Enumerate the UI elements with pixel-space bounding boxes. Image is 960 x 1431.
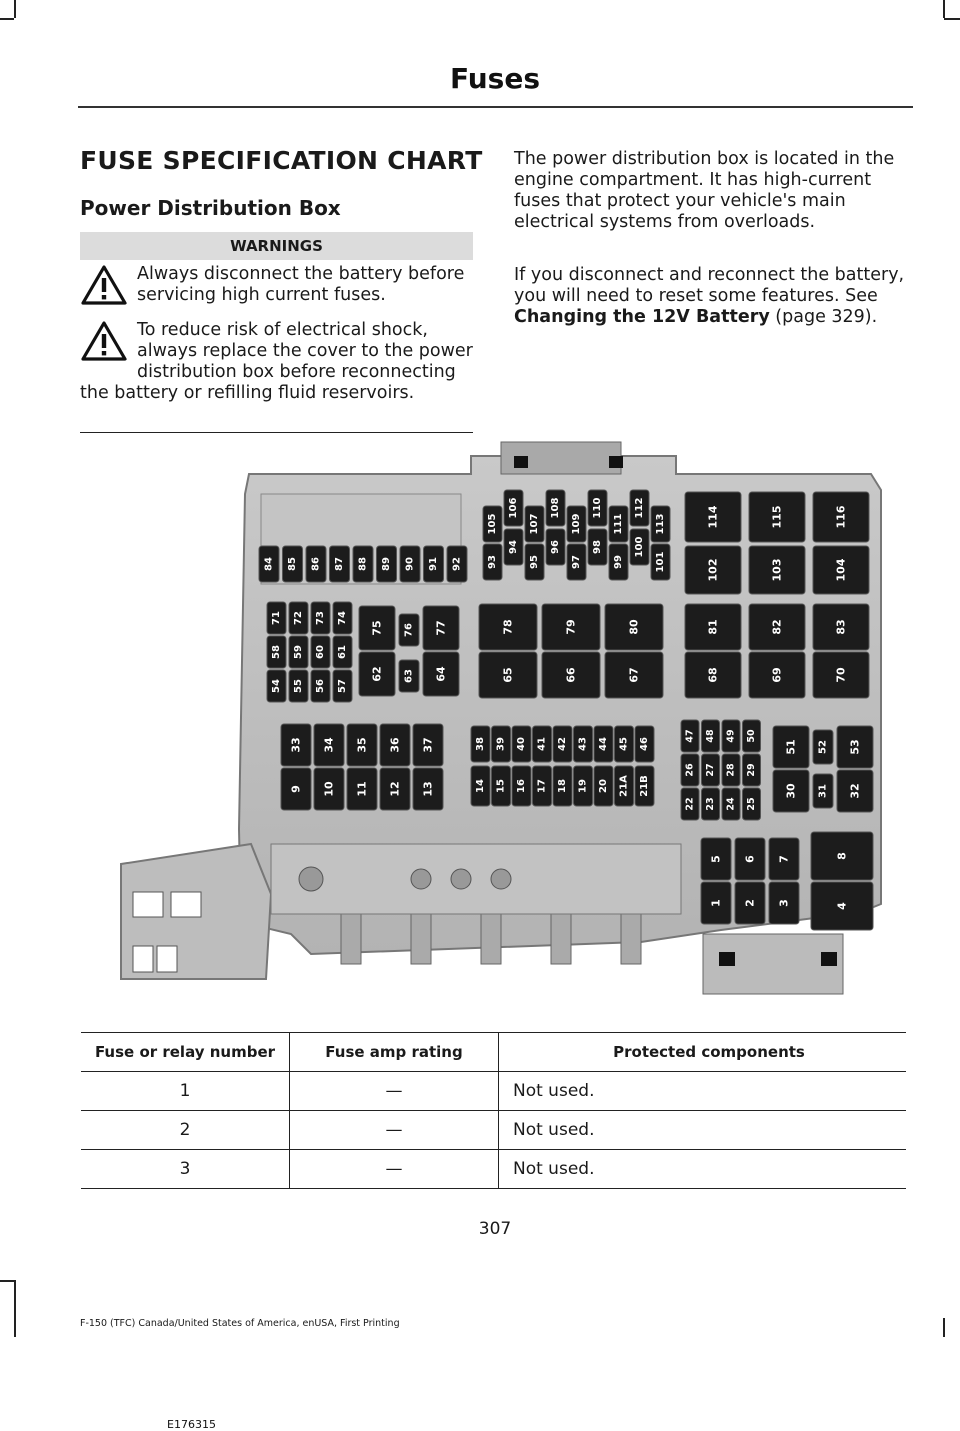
fuse-cell — [399, 614, 419, 646]
fuse-label: 56 — [315, 679, 326, 693]
warning-text: Always disconnect the battery before servicing high current fuses. — [137, 264, 465, 305]
fuse-label: 82 — [770, 619, 784, 635]
fuse-cell — [281, 724, 311, 766]
fuse-label: 68 — [706, 667, 720, 683]
fuse-label: 2 — [743, 899, 757, 907]
fuse-cell — [259, 546, 279, 582]
fuse-cell — [533, 766, 552, 806]
fuse-number-cell: 2 — [81, 1111, 290, 1150]
protected-components-cell: Not used. — [499, 1150, 907, 1189]
fuse-cell — [567, 544, 586, 580]
fuse-label: 84 — [263, 557, 275, 571]
fuse-cell — [311, 602, 330, 634]
fuse-label: 89 — [381, 557, 392, 571]
fuse-label: 76 — [403, 623, 415, 637]
bus-bar-area — [271, 844, 681, 914]
fuse-cell — [380, 768, 410, 810]
fuse-label: 105 — [487, 513, 498, 535]
fuse-label: 79 — [564, 619, 578, 635]
fuse-label: 27 — [705, 763, 716, 777]
fuse-cell — [685, 492, 741, 542]
fuse-cell — [681, 788, 699, 820]
crop-mark — [14, 1280, 16, 1337]
fuse-cell — [722, 754, 740, 786]
crop-mark — [0, 18, 14, 20]
fuse-label: 18 — [557, 779, 568, 793]
fuse-label: 32 — [848, 783, 862, 799]
fuse-label: 45 — [618, 737, 630, 751]
fuse-label: 46 — [639, 737, 650, 751]
fuse-cell — [347, 724, 377, 766]
fuse-label: 72 — [293, 611, 304, 625]
fuse-cell — [347, 768, 377, 810]
fuse-cell — [314, 768, 344, 810]
fuse-label: 97 — [571, 555, 582, 569]
para-text: If you disconnect and reconnect the battery, you will need to reset some features. See — [514, 265, 905, 306]
fuse-cell — [635, 726, 654, 762]
fuse-label: 108 — [550, 497, 561, 519]
fuse-label: 65 — [501, 667, 515, 683]
fuse-label: 34 — [322, 737, 336, 753]
fuse-label: 67 — [627, 667, 641, 683]
fuse-cell — [749, 546, 805, 594]
fuse-label: 39 — [495, 737, 507, 751]
fuse-label: 52 — [817, 740, 829, 754]
footer-text: F-150 (TFC) Canada/United States of America, enUSA, First Printing — [80, 1318, 400, 1329]
crop-mark — [943, 0, 945, 18]
fuse-label: 16 — [516, 779, 527, 793]
fuse-label: 13 — [421, 781, 435, 797]
fuse-cell — [685, 652, 741, 698]
fuse-label: 49 — [725, 729, 737, 743]
fuse-cell — [722, 720, 740, 752]
fuse-label: 30 — [784, 783, 798, 799]
fuse-label: 31 — [817, 784, 829, 798]
fuse-label: 115 — [770, 505, 784, 529]
fuse-label: 106 — [508, 497, 519, 519]
fuse-label: 36 — [388, 737, 402, 753]
fuse-label: 21B — [639, 775, 650, 797]
fuse-label: 83 — [834, 619, 848, 635]
fuse-cell — [588, 529, 607, 565]
fuse-label: 24 — [725, 797, 737, 811]
fuse-cell — [813, 604, 869, 650]
fuse-label: 74 — [337, 611, 348, 625]
fuse-cell — [813, 652, 869, 698]
crop-mark — [943, 1318, 945, 1337]
column-header: Protected components — [499, 1033, 907, 1072]
fuse-cell — [399, 660, 419, 692]
fuse-label: 47 — [684, 729, 696, 743]
fuse-label: 63 — [403, 669, 415, 683]
warning-block — [80, 320, 478, 404]
fuse-label: 54 — [271, 679, 282, 693]
fuse-label: 33 — [289, 737, 303, 753]
fuse-cell — [743, 788, 761, 820]
fuse-label: 77 — [434, 620, 448, 636]
cross-reference-link[interactable]: Changing the 12V Battery — [514, 307, 770, 327]
fuse-cell — [681, 720, 699, 752]
fuse-label: 61 — [337, 645, 348, 659]
fuse-cell — [483, 544, 502, 580]
fuse-label: 26 — [684, 763, 696, 777]
fuse-cell — [702, 720, 720, 752]
fuse-cell — [281, 768, 311, 810]
fuse-cell — [413, 768, 443, 810]
fuse-label: 21A — [618, 775, 630, 797]
fuse-label: 94 — [508, 540, 519, 554]
table-row — [81, 1072, 906, 1111]
fuse-cell — [749, 652, 805, 698]
fuse-label: 8 — [835, 852, 849, 860]
fuse-label: 14 — [475, 779, 486, 793]
fuse-cell — [553, 766, 572, 806]
fuse-cell — [546, 529, 565, 565]
fuse-cell — [811, 832, 873, 880]
fuse-cell — [574, 766, 593, 806]
fuse-cell — [609, 506, 628, 542]
section-subheading: Power Distribution Box — [80, 196, 341, 220]
fuse-label: 66 — [564, 667, 578, 683]
fuse-cell — [542, 604, 600, 650]
fuse-label: 85 — [287, 557, 298, 571]
fuse-cell — [330, 546, 350, 582]
crop-mark — [0, 1280, 14, 1282]
warning-triangle-icon — [80, 320, 128, 362]
fuse-cell — [542, 652, 600, 698]
fuse-label: 37 — [421, 737, 435, 753]
fuse-cell — [504, 490, 523, 526]
fuse-label: 9 — [289, 785, 303, 793]
fuse-label: 113 — [655, 513, 666, 535]
fuse-cell — [483, 506, 502, 542]
fuse-label: 101 — [655, 551, 666, 573]
fuse-label: 17 — [536, 779, 548, 793]
fuse-cell — [630, 529, 649, 565]
crop-mark — [14, 0, 16, 18]
fuse-label: 12 — [388, 781, 402, 797]
fuse-cell — [567, 506, 586, 542]
amp-rating-cell: — — [290, 1072, 499, 1111]
fuse-cell — [359, 606, 395, 650]
fuse-cell — [267, 670, 286, 702]
fuse-cell — [311, 636, 330, 668]
fuse-cell — [685, 546, 741, 594]
fuse-cell — [423, 606, 459, 650]
fuse-label: 58 — [271, 645, 282, 659]
fuse-label: 25 — [746, 797, 757, 811]
fuse-cell — [377, 546, 397, 582]
fuse-label: 86 — [310, 557, 322, 571]
fuse-cell — [743, 754, 761, 786]
warning-text: To reduce risk of electrical shock, always replace the cover to the power distribution box before reconnecting the battery or refilling fluid reservoirs. — [80, 320, 473, 403]
crop-mark — [944, 18, 960, 20]
fuse-label: 98 — [592, 540, 603, 554]
body-paragraph: The power distribution box is located in the engine compartment. It has high-current fuses that protect your vehicle's main electrical systems from overloads. — [514, 149, 895, 232]
fuse-cell — [333, 636, 352, 668]
fuse-cell — [333, 602, 352, 634]
fuse-label: 6 — [743, 855, 757, 863]
warnings-label: WARNINGS — [80, 232, 473, 260]
fuse-label: 69 — [770, 667, 784, 683]
fuse-cell — [743, 720, 761, 752]
fuse-cell — [380, 724, 410, 766]
fuse-label: 5 — [709, 855, 723, 863]
fuse-label: 11 — [355, 781, 369, 797]
fuse-label: 57 — [337, 679, 348, 693]
fuse-label: 60 — [315, 645, 326, 659]
fuse-cell — [400, 546, 420, 582]
fuse-label: 15 — [495, 779, 507, 793]
fuse-cell — [504, 529, 523, 565]
fuse-cell — [289, 670, 308, 702]
amp-rating-cell: — — [290, 1111, 499, 1150]
fuse-cell — [749, 492, 805, 542]
fuse-cell — [735, 838, 765, 880]
para-text: (page 329). — [769, 307, 878, 327]
fuse-label: 53 — [848, 739, 862, 755]
fuse-label: 87 — [334, 557, 345, 571]
fuse-cell — [594, 766, 613, 806]
body-paragraph — [514, 265, 914, 328]
fuse-label: 64 — [434, 666, 448, 682]
fuse-label: 75 — [370, 620, 384, 636]
fuse-cell — [651, 544, 670, 580]
fuse-label: 42 — [557, 737, 568, 751]
fuse-cell — [837, 770, 873, 812]
fuse-cell — [813, 492, 869, 542]
fuse-label: 20 — [598, 779, 609, 793]
fuse-cell — [424, 546, 444, 582]
fuse-label: 111 — [613, 513, 624, 535]
fuse-cell — [525, 506, 544, 542]
fuse-label: 73 — [315, 611, 326, 625]
fuse-label: 51 — [784, 739, 798, 755]
fuse-cell — [837, 726, 873, 768]
fuse-cell — [685, 604, 741, 650]
fuse-cell — [413, 724, 443, 766]
fuse-label: 55 — [293, 679, 304, 693]
fuse-cell — [722, 788, 740, 820]
protected-components-cell: Not used. — [499, 1111, 907, 1150]
fuse-label: 95 — [529, 555, 540, 569]
fuse-number-cell: 3 — [81, 1150, 290, 1189]
fuse-label: 1 — [709, 899, 723, 907]
fuse-label: 116 — [834, 505, 848, 529]
table-row — [81, 1111, 906, 1150]
fuse-label: 93 — [487, 555, 498, 569]
fuse-number-cell: 1 — [81, 1072, 290, 1111]
fuse-label: 107 — [529, 513, 540, 535]
fuse-label: 90 — [404, 557, 416, 571]
fuse-label: 70 — [834, 667, 848, 683]
protected-components-cell: Not used. — [499, 1072, 907, 1111]
fuse-cell — [267, 602, 286, 634]
fuse-cell — [512, 726, 531, 762]
fuse-label: 103 — [770, 558, 784, 582]
fuse-label: 109 — [571, 513, 582, 535]
fuse-cell — [681, 754, 699, 786]
fuse-label: 104 — [834, 558, 848, 582]
fuse-cell — [353, 546, 373, 582]
fuse-label: 59 — [293, 645, 304, 659]
fuse-cell — [702, 754, 720, 786]
fuse-label: 35 — [355, 737, 369, 753]
fuse-cell — [533, 726, 552, 762]
fuse-cell — [813, 774, 833, 808]
fuse-cell — [701, 882, 731, 924]
fuse-label: 7 — [777, 855, 791, 863]
page-header-title: Fuses — [450, 62, 540, 95]
page-number: 307 — [478, 1219, 512, 1239]
fuse-cell — [479, 652, 537, 698]
fuse-cell — [267, 636, 286, 668]
fuse-label: 43 — [577, 737, 589, 751]
fuse-label: 100 — [634, 536, 645, 558]
warnings-divider — [80, 432, 473, 433]
fuse-cell — [359, 652, 395, 696]
warning-triangle-icon — [80, 264, 128, 306]
fuse-label: 38 — [475, 737, 486, 751]
fuse-cell — [605, 652, 663, 698]
fuse-cell — [769, 838, 799, 880]
amp-rating-cell: — — [290, 1150, 499, 1189]
fuse-cell — [773, 726, 809, 768]
fuse-label: 81 — [706, 619, 720, 635]
fuse-cell — [813, 546, 869, 594]
fuse-label: 62 — [370, 666, 384, 682]
fuse-cell — [773, 770, 809, 812]
fuse-cell — [749, 604, 805, 650]
fuse-cell — [769, 882, 799, 924]
fuse-cell — [615, 726, 634, 762]
fuse-cell — [553, 726, 572, 762]
fuse-label: 48 — [705, 729, 716, 743]
fuse-cell — [492, 766, 511, 806]
column-header: Fuse amp rating — [290, 1033, 499, 1072]
fuse-label: 4 — [835, 902, 849, 910]
fuse-cell — [546, 490, 565, 526]
fuse-cell — [423, 652, 459, 696]
fuse-cell — [314, 724, 344, 766]
fuse-cell — [615, 766, 634, 806]
fuse-cell — [701, 838, 731, 880]
fuse-cell — [471, 766, 490, 806]
fuse-cell — [471, 726, 490, 762]
fuse-cell — [512, 766, 531, 806]
fuse-cell — [492, 726, 511, 762]
fuse-cell — [283, 546, 303, 582]
fuse-label: 80 — [627, 619, 641, 635]
fuse-cell — [811, 882, 873, 930]
fuse-label: 19 — [577, 779, 589, 793]
fuse-label: 50 — [746, 729, 757, 743]
section-heading: FUSE SPECIFICATION CHART — [80, 146, 483, 175]
fuse-label: 44 — [598, 737, 609, 751]
fuse-cell — [735, 882, 765, 924]
fuse-specification-table — [81, 1032, 906, 1189]
fuse-label: 41 — [536, 737, 548, 751]
fuse-label: 71 — [271, 611, 282, 625]
fuse-label: 28 — [725, 763, 737, 777]
header-divider — [78, 106, 913, 108]
fuse-cell — [479, 604, 537, 650]
fuse-label: 110 — [592, 497, 603, 519]
fuse-cell — [813, 730, 833, 764]
fuse-cell — [289, 636, 308, 668]
fuse-label: 40 — [516, 737, 527, 751]
fuse-label: 10 — [322, 781, 336, 797]
fuse-label: 102 — [706, 558, 720, 582]
fuse-cell — [447, 546, 467, 582]
table-row — [81, 1150, 906, 1189]
fuse-cell — [289, 602, 308, 634]
fuse-label: 114 — [706, 505, 720, 529]
fuse-box-illustration — [81, 434, 921, 1006]
fuse-label: 99 — [613, 555, 624, 569]
fuse-cell — [588, 490, 607, 526]
fuse-cell — [594, 726, 613, 762]
fuse-label: 3 — [777, 899, 791, 907]
fuse-cell — [630, 490, 649, 526]
fuse-label: 23 — [705, 797, 716, 811]
fuse-cell — [333, 670, 352, 702]
fuse-label: 112 — [634, 497, 645, 519]
fuse-cell — [609, 544, 628, 580]
fuse-cell — [574, 726, 593, 762]
fuse-label: 96 — [550, 540, 561, 554]
fuse-label: 29 — [746, 763, 757, 777]
fuse-cell — [635, 766, 654, 806]
fuse-label: 91 — [428, 557, 439, 571]
fuse-cell — [525, 544, 544, 580]
fuse-cell — [605, 604, 663, 650]
column-header: Fuse or relay number — [81, 1033, 290, 1072]
fuse-label: 78 — [501, 619, 515, 635]
table-header-row — [81, 1033, 906, 1072]
fuse-label: 22 — [684, 797, 696, 811]
fuse-cell — [306, 546, 326, 582]
fuse-label: 92 — [451, 557, 463, 571]
fuse-cell — [651, 506, 670, 542]
fuse-cell — [702, 788, 720, 820]
fuse-label: 88 — [357, 557, 369, 571]
fuse-cell — [311, 670, 330, 702]
figure-code: E176315 — [167, 1418, 216, 1431]
